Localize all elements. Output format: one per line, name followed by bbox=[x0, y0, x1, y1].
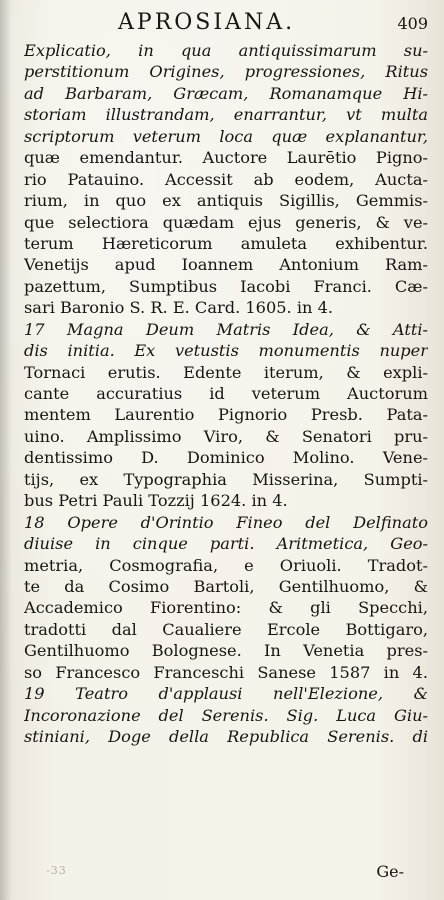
text-line: rio Patauino. Accessit ab eodem, Aucta- bbox=[24, 169, 428, 189]
running-head: APROSIANA. bbox=[118, 10, 296, 35]
text-line: uino. Amplissimo Viro, & Senatori pru- bbox=[24, 426, 428, 446]
page-header bbox=[118, 10, 438, 36]
text-line: stiniani, Doge della Republica Serenis. di bbox=[24, 727, 428, 746]
body-text bbox=[24, 40, 428, 747]
text-line: scriptorum veterum loca quæ explanantur, bbox=[24, 126, 428, 146]
faint-page-mark: -33 bbox=[46, 864, 67, 877]
page-number: 409 bbox=[397, 14, 428, 33]
text-line: Explicatio, in qua antiquissimarum su- bbox=[24, 41, 428, 60]
text-line: que selectiora quædam ejus generis, & ve- bbox=[24, 212, 428, 232]
text-line: sari Baronio S. R. E. Card. 1605. in 4. bbox=[24, 298, 334, 318]
text-line: 17 Magna Deum Matris Idea, & Atti- bbox=[24, 319, 428, 339]
text-line: Tornaci erutis. Edente iterum, & expli- bbox=[24, 362, 428, 382]
text-line: metria, Cosmografia, e Oriuoli. Tradot- bbox=[24, 555, 428, 575]
page-gutter-shadow bbox=[0, 0, 12, 900]
text-line: pazettum, Sumptibus Iacobi Franci. Cæ- bbox=[24, 276, 428, 296]
text-line: rium, in quo ex antiquis Sigillis, Gemmis- bbox=[24, 191, 428, 211]
text-line: diuise in cinque parti. Aritmetica, Geo- bbox=[24, 534, 428, 554]
text-line: so Francesco Franceschi Sanese 1587 in 4. bbox=[24, 662, 428, 682]
text-line: bus Petri Pauli Tozzij 1624. in 4. bbox=[24, 491, 288, 511]
text-line: 18 Opere d'Orintio Fineo del Delfinato bbox=[24, 512, 428, 532]
text-line: ad Barbaram, Græcam, Romanamque Hi- bbox=[24, 83, 428, 103]
text-line: Venetijs apud Ioannem Antonium Ram- bbox=[24, 255, 428, 275]
text-line: Incoronazione del Serenis. Sig. Luca Giu- bbox=[24, 705, 428, 725]
text-line: storiam illustrandam, enarrantur, vt multa bbox=[24, 105, 428, 125]
text-line: te da Cosimo Bartoli, Gentilhuomo, & bbox=[24, 576, 428, 596]
text-line: quæ emendantur. Auctore Laurētio Pigno- bbox=[24, 148, 428, 168]
catchword: Ge- bbox=[376, 862, 404, 881]
text-line: mentem Laurentio Pignorio Presb. Pata- bbox=[24, 405, 428, 425]
text-line: dentissimo D. Dominico Molino. Vene- bbox=[24, 448, 428, 468]
text-line: Accademico Fiorentino: & gli Specchi, bbox=[24, 598, 428, 618]
text-line: Gentilhuomo Bolognese. In Venetia pres- bbox=[24, 641, 428, 661]
text-line: dis initia. Ex vetustis monumentis nuper bbox=[24, 341, 428, 361]
text-line: tradotti dal Caualiere Ercole Bottigaro, bbox=[24, 619, 428, 639]
text-line: tijs, ex Typographia Misserina, Sumpti- bbox=[24, 469, 428, 489]
text-line: terum Hæreticorum amuleta exhibentur. bbox=[24, 233, 428, 253]
text-line: cante accuratius id veterum Auctorum bbox=[24, 384, 428, 403]
text-line: perstitionum Origines, progressiones, Ritus bbox=[24, 62, 428, 82]
text-line: 19 Teatro d'applausi nell'Elezione, & bbox=[24, 684, 428, 704]
